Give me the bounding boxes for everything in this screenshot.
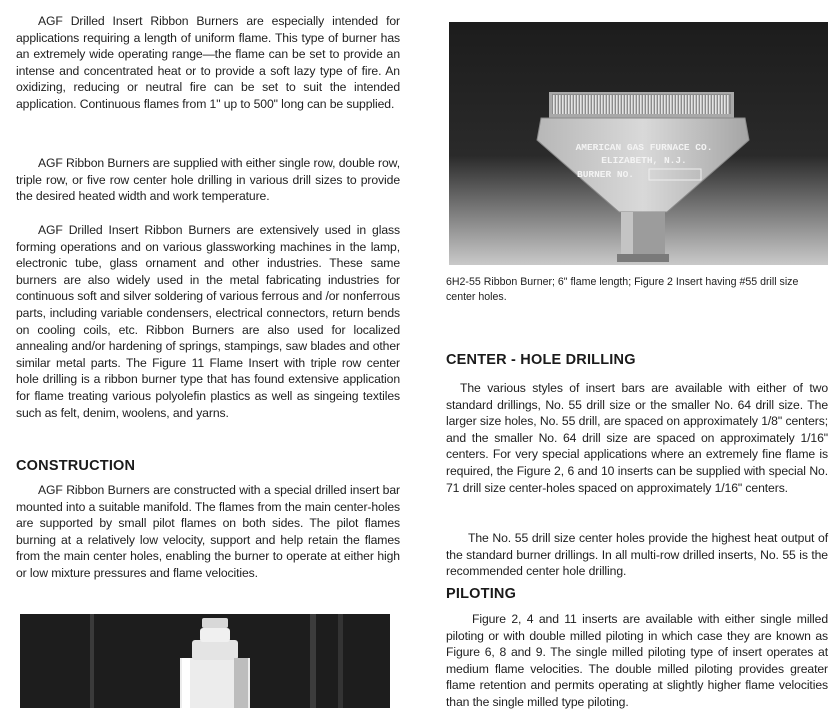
- center-hole-paragraph: The various styles of insert bars are available with either of two standard drillings, No. 55 drill size or the smaller No. 64 drill size. The larger size holes, No. 55 drill, are spaced on approximately 1/8" centers; and the smaller No. 64 drill size are spaced on approximately 1/16" centers. For very special applications where an extremely fine flame is required, the Figure 2, 6 and 10 inserts can be supplied with special No. 71 drill size center-holes spaced on approximately 1/16" centers.: [446, 381, 828, 495]
- intro-paragraph: AGF Drilled Insert Ribbon Burners are especially intended for applications requiring a length of uniform flame. This type of burner has an extremely wide operating range—the flame can be set to provide an intense and concentrated heat or to provide a soft lazy type of fire. An oxidizing, reducing or neutral fire can be set to suit the intended application. Continuous flames from 1" up to 500" long can be supplied.: [16, 14, 400, 111]
- ribbon-burner-photo: [449, 22, 828, 265]
- photo-caption: 6H2-55 Ribbon Burner; 6" flame length; Figure 2 Insert having #55 drill size center holes.: [446, 276, 799, 303]
- burner-photo-bottom: [20, 614, 390, 708]
- applications-paragraph: AGF Drilled Insert Ribbon Burners are extensively used in glass forming operations and on various glassworking machines in the lamp, electronic tube, glass ornament and other industries. These same burners are also widely used in the metal fabricating industries for continuous soft and silver soldering of various ferrous and /or nonferrous parts, including variable condensers, electrical connectors, return bends on cooling coils, etc. Ribbon Burners are also used for localized annealing and/or hardening of springs, stampings, saw blades and other similar metal parts. The Figure 11 Flame Insert with triple row center hole drilling is a ribbon burner type that has found extensive application for flame treating various polyolefin plastics as well as singeing textiles such as felt, denim, woolens, and yarns.: [16, 223, 400, 420]
- burner-stamp-line2: ELIZABETH, N.J.: [601, 155, 687, 166]
- construction-paragraph: AGF Ribbon Burners are constructed with a special drilled insert bar mounted into a suitable manifold. The flames from the main center-holes are supported by small pilot flames on both sides. The pilot flames burning at a relatively low velocity, support and help retain the flames from the main center holes, enabling the burner to operate at either high or low mixture pressures and flame velocities.: [16, 483, 400, 580]
- burner-stamp-line3: BURNER NO.: [577, 169, 635, 180]
- center-hole-drilling-heading: CENTER - HOLE DRILLING: [446, 352, 636, 368]
- heat-output-paragraph: The No. 55 drill size center holes provide the highest heat output of the standard burner drillings. In all multi-row drilled inserts, No. 55 is the recommended center hole drilling.: [446, 531, 828, 579]
- construction-heading: CONSTRUCTION: [16, 458, 136, 474]
- piloting-paragraph: Figure 2, 4 and 11 inserts are available with either single milled piloting or with double milled piloting in which case they are known as Figure 6, 8 and 9. The single milled piloting type of insert operates at medium flame velocities. The double milled piloting provides greater flame retention and permits operating at slightly higher flame velocities than the single milled type piloting.: [446, 612, 828, 709]
- piloting-heading: PILOTING: [446, 586, 517, 602]
- burner-stamp-line1: AMERICAN GAS FURNACE CO.: [575, 142, 713, 153]
- drilling-options-paragraph: AGF Ribbon Burners are supplied with either single row, double row, triple row, or five row center hole drilling in various drill sizes to provide the desired heated width and work temperature.: [16, 156, 400, 204]
